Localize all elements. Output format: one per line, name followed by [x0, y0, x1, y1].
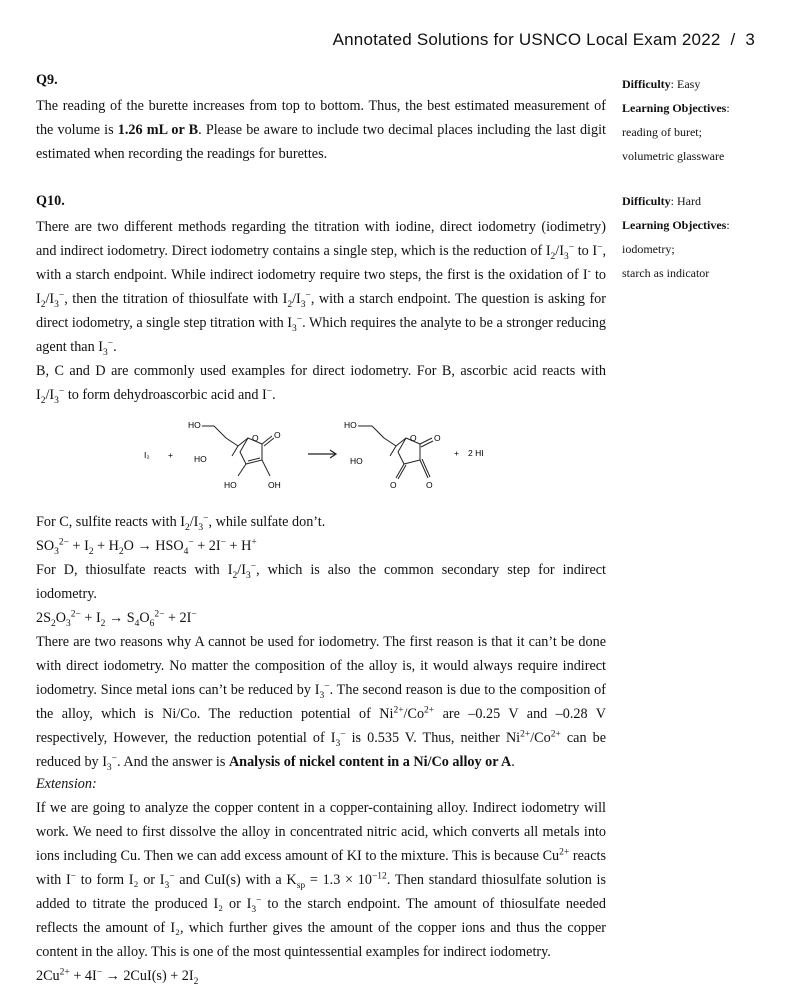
page-number: 3 [745, 30, 755, 49]
q9-sidebar: Difficulty: Easy Learning Objectives: reading of buret; volumetric glassware [622, 72, 772, 168]
scheme-hi: 2 HI [468, 448, 484, 458]
extension-body: If we are going to analyze the copper content in a copper-containing alloy. Indirect iodometry will work. We need to first dissolve the alloy in concentrated nitric acid, which converts all metals into ions including Cu. Then we can add excess amount of KI to the mixture. This is because $Cu^{2+}$ reacts with I− to form I₂ or $I_3^-$ and CuI(s) with a $K_{sp} = 1.3 \times 10^{-12}$. Then standard thiosulfate solution is added to titrate the produced I₂ or $I_3^-$ to the starch endpoint. The amount of thiosulfate needed reflects the amount of I₂, which further gives the amount of the copper ions and thus the copper content in the alloy. This is one of the most quintessential examples for indirect iodometry. [36, 800, 606, 960]
scheme-oh-bottom: OH [268, 480, 281, 490]
scheme-o-ketone-1: O [390, 480, 397, 490]
page-header [333, 30, 755, 50]
q10-section [36, 189, 606, 407]
scheme-o-ketone-2: O [426, 480, 433, 490]
extension-title: Extension: [36, 776, 97, 792]
ascorbic-acid-scheme [140, 416, 500, 498]
q9-section [36, 68, 606, 166]
q10-objective: starch as indicator [622, 266, 710, 280]
scheme-o-carbonyl-right: O [434, 433, 441, 443]
scheme-i2: I₂ [144, 450, 150, 460]
q9-answer: 1.26 mL or B [117, 122, 199, 138]
scheme-ho-left: HO [194, 454, 207, 464]
q10-continued [36, 510, 606, 774]
dehydroascorbic-acid-structure [358, 426, 433, 479]
q10-c-line: For C, sulfite reacts with $I_2/I_3^-$, while sulfate don’t. [36, 513, 326, 533]
q10-title: Q10. [36, 193, 65, 209]
q10-intro: There are two different methods regarding the titration with iodine, direct iodometry (iodimetry) and indirect iodometry. Direct iodometry contains a single step, which is the reduction of $I_2/I_3^-$ to I−, with a starch endpoint. While indirect iodometry require two steps, the first is the oxidation of I- to $I_2/I_3^-$, then the titration of thiosulfate with $I_2/I_3^-$, with a starch endpoint. The question is asking for direct iodometry, a single step titration with $I_3^-$. Which requires the analyte to be a stronger reducing agent than $I_3^-$. [36, 219, 606, 358]
scheme-plus-2: + [454, 448, 459, 458]
scheme-ho-top-right: HO [344, 420, 357, 430]
scheme-plus: + [168, 450, 173, 460]
q10-answer: Analysis of nickel content in a Ni/Co alloy or A [228, 754, 512, 770]
q10-bcd: B, C and D are commonly used examples for direct iodometry. For B, ascorbic acid reacts with $I_2/I_3^-$ to form dehydroascorbic acid and I−. [36, 363, 606, 406]
scheme-o-ring-left: O [252, 433, 259, 443]
scheme-ho-bottom: HO [224, 480, 237, 490]
q9-title: Q9. [36, 72, 58, 88]
scheme-ho-top-left: HO [188, 420, 201, 430]
thiosulfate-equation: $2S_2O_3^{2-} + I_2 \to S_4O_6^{2-} + 2I^-$ [36, 609, 197, 629]
extension-section [36, 772, 606, 988]
q10-d-line: For D, thiosulfate reacts with $I_2/I_3^-$, which is also the common secondary step for indirect iodometry. [36, 561, 606, 602]
scheme-ho-right: HO [350, 456, 363, 466]
q10-difficulty: Hard [677, 194, 701, 208]
copper-equation: $2Cu^{2+} + 4I^- \to 2CuI(s) + 2I_2$ [36, 967, 199, 987]
sulfite-equation: $SO_3^{2-} + I_2 + H_2O \to HSO_4^- + 2I^- + H^+$ [36, 537, 257, 557]
reaction-arrow [308, 450, 336, 458]
q9-difficulty: Easy [677, 77, 701, 91]
q9-objective: volumetric glassware [622, 149, 725, 163]
header-title: Annotated Solutions for USNCO Local Exam 2022 [332, 30, 721, 49]
q10-sidebar: Difficulty: Hard Learning Objectives: iodometry; starch as indicator [622, 189, 772, 285]
scheme-o-carbonyl-left: O [274, 430, 281, 440]
q10-objective: iodometry; [622, 242, 675, 256]
ascorbic-acid-structure [202, 426, 274, 476]
q10-a-explanation: There are two reasons why A cannot be used for iodometry. The first reason is that it can’t be done with direct iodometry. No matter the composition of the alloy is, it would always require indirect iodometry. Since metal ions can’t be reduced by $I_3^-$. The second reason is due to the composition of the alloy, which is Ni/Co. The reduction potential of $Ni^{2+}/Co^{2+}$ are –0.25 V and –0.28 V respectively, However, the reduction potential of $I_3^-$ is 0.535 V. Thus, neither $Ni^{2+}/Co^{2+}$ can be reduced by $I_3^-$. And the answer is Analysis of nickel content in a Ni/Co alloy or A. [36, 634, 606, 773]
scheme-o-ring-right: O [410, 433, 417, 443]
q9-objective: reading of buret; [622, 125, 702, 139]
header-separator: / [730, 30, 736, 49]
q9-body: The reading of the burette increases from top to bottom. Thus, the best estimated measurement of the volume is 1.26 mL or B. Please be aware to include two decimal places including the last digit estimated when recording the readings for burettes. [36, 98, 606, 162]
